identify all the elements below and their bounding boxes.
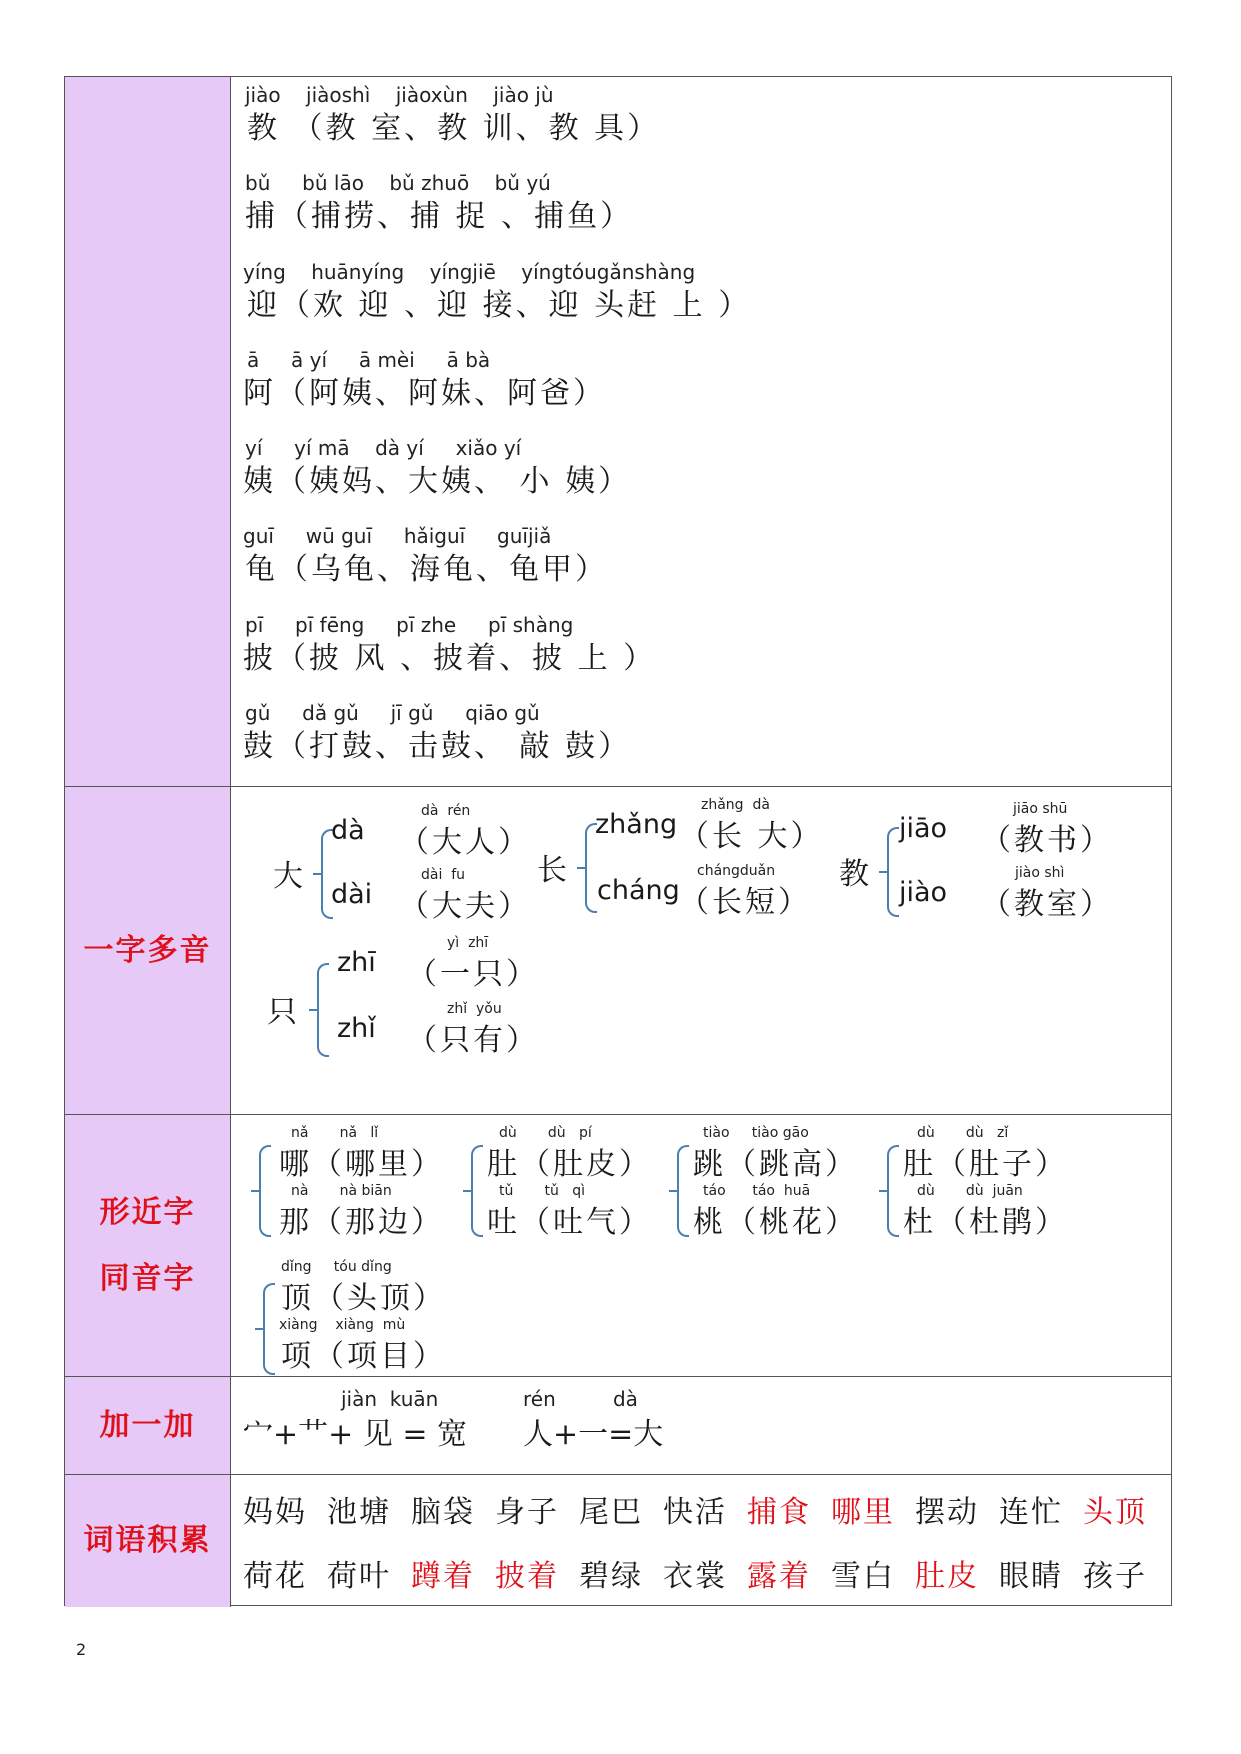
hanzi-line: 阿（阿姨、阿妹、阿爸） [243,376,606,411]
word: （教书） [981,823,1113,858]
section-label [65,787,231,1114]
vocab-word: 肚皮 [915,1559,979,1594]
section-label-empty [65,77,231,786]
label-text: 一字多音 [83,932,212,968]
vocab-word: 披着 [495,1559,559,1594]
polyphone-char: 大 [273,859,303,894]
section-polyphones [65,787,1171,1115]
vocab-word: 尾巴 [579,1495,643,1530]
word: （一只） [407,957,539,992]
vocab-word: 妈妈 [243,1495,307,1530]
word-pinyin: zhǎng dà [701,797,770,813]
vocab-word: 雪白 [831,1559,895,1594]
char-word: 杜（杜鹃） [903,1205,1068,1240]
equation-pinyin: jiàn kuān [341,1387,439,1411]
reading: dà [331,815,365,846]
pinyin-line: jiào jiàoshì jiàoxùn jiào jù [245,83,554,107]
pinyin: nǎ nǎ lǐ [291,1125,379,1141]
reading: cháng [597,875,680,906]
similar-chars-content [231,1115,1171,1376]
hanzi-line: 姨（姨妈、大姨、 小 姨） [243,464,632,499]
equation: 人+一=大 [523,1417,664,1452]
char-word: 那（那边） [279,1205,444,1240]
word: （只有） [407,1023,539,1058]
label-text: 加一加 [99,1407,196,1443]
char-word: 桃（桃花） [693,1205,858,1240]
characters-content [231,77,1171,786]
pinyin-line: pī pī fēng pī zhe pī shàng [245,613,574,637]
vocab-word: 蹲着 [411,1559,475,1594]
char-word: 顶（头顶） [281,1281,446,1316]
hanzi-line: 迎（欢 迎 、迎 接、迎 头赶 上 ） [247,288,752,323]
word-pinyin: yì zhī [447,935,489,951]
hanzi-line: 捕（捕捞、捕 捉 、捕鱼） [245,199,634,234]
vocab-row [243,1551,1167,1595]
add-content [231,1377,1171,1474]
pinyin-line: guī wū guī hǎiguī guījiǎ [243,524,552,548]
word: （大人） [399,825,531,860]
reading: zhǐ [337,1013,376,1044]
word-pinyin: jiāo shū [1013,801,1068,817]
word-pinyin: dài fu [421,867,466,883]
polyphone-char: 只 [267,995,297,1030]
vocab-word: 衣裳 [663,1559,727,1594]
equation: 宀+艹+ 见 = 宽 [243,1417,468,1452]
pinyin: tiào tiào gāo [703,1125,809,1141]
section-label [65,1115,231,1376]
hanzi-line: 鼓（打鼓、击鼓、 敲 鼓） [243,729,632,764]
brace [259,1145,271,1237]
word-pinyin: zhǐ yǒu [447,1001,502,1017]
word: （长短） [679,885,811,920]
vocab-word: 荷叶 [327,1559,391,1594]
pinyin: nà nà biān [291,1183,392,1199]
table-sheet [64,76,1172,1606]
vocab-word: 露着 [747,1559,811,1594]
pinyin: táo táo huā [703,1183,811,1199]
vocab-word: 池塘 [327,1495,391,1530]
pinyin: xiàng xiàng mù [279,1317,406,1333]
brace [471,1145,483,1237]
word: （教室） [981,887,1113,922]
pinyin-line: yíng huānyíng yíngjiē yíngtóugǎnshàng [243,260,696,284]
pinyin: tǔ tǔ qì [499,1183,586,1199]
brace [887,827,899,917]
pinyin-line: bǔ bǔ lāo bǔ zhuō bǔ yú [245,171,551,195]
polyphone-char: 长 [537,853,567,888]
word-pinyin: chángduǎn [697,863,776,879]
hanzi-line: 龟（乌龟、海龟、龟甲） [245,552,608,587]
brace [887,1145,899,1237]
vocab-word: 快活 [663,1495,727,1530]
section-add [65,1377,1171,1475]
label-text-line1: 形近字 [99,1194,196,1230]
vocab-word: 碧绿 [579,1559,643,1594]
page-number: 2 [76,1640,87,1659]
label-text: 词语积累 [83,1523,212,1558]
reading: zhǎng [595,809,678,840]
pinyin-line: yí yí mā dà yí xiǎo yí [245,436,522,460]
char-word: 项（项目） [281,1339,446,1374]
section-characters [65,77,1171,787]
pinyin: dù dù juān [917,1183,1023,1199]
char-word: 肚（肚皮） [487,1147,652,1182]
vocab-word: 头顶 [1083,1495,1147,1530]
vocab-word: 脑袋 [411,1495,475,1530]
reading: jiāo [899,813,948,844]
brace [317,963,329,1057]
char-word: 吐（吐气） [487,1205,652,1240]
word: （大夫） [399,889,531,924]
word: （长 大） [679,819,824,854]
section-vocabulary [65,1475,1171,1607]
brace [677,1145,689,1237]
vocab-word: 孩子 [1083,1559,1147,1594]
pinyin: dǐng tóu dǐng [281,1259,392,1275]
word-pinyin: dà rén [421,803,471,819]
vocab-word: 身子 [495,1495,559,1530]
vocab-word: 眼睛 [999,1559,1063,1594]
equation-pinyin: rén dà [523,1387,638,1411]
word-pinyin: jiào shì [1015,865,1065,881]
section-label [65,1377,231,1474]
char-word: 哪（哪里） [279,1147,444,1182]
polyphones-content [231,787,1171,1114]
pinyin-line: gǔ dǎ gǔ jī gǔ qiāo gǔ [245,701,540,725]
pinyin: dù dù zǐ [917,1125,1009,1141]
hanzi-line: 披（披 风 、披着、披 上 ） [243,641,657,676]
hanzi-line: 教 （教 室、教 训、教 具） [247,111,661,146]
vocab-word: 摆动 [915,1495,979,1530]
brace [263,1283,275,1375]
pinyin: dù dù pí [499,1125,592,1141]
char-word: 跳（跳高） [693,1147,858,1182]
reading: jiào [899,877,948,908]
pinyin-line: ā ā yí ā mèi ā bà [247,348,491,372]
label-text-line2: 同音字 [99,1260,196,1296]
section-label [65,1475,231,1607]
reading: dài [331,879,373,910]
reading: zhī [337,947,376,978]
vocab-word: 捕食 [747,1495,811,1530]
vocab-word: 哪里 [831,1495,895,1530]
polyphone-char: 教 [839,857,869,892]
section-similar-chars [65,1115,1171,1377]
vocab-word: 连忙 [999,1495,1063,1530]
vocab-row [243,1487,1167,1531]
char-word: 肚（肚子） [903,1147,1068,1182]
vocab-word: 荷花 [243,1559,307,1594]
vocabulary-content [231,1475,1171,1607]
